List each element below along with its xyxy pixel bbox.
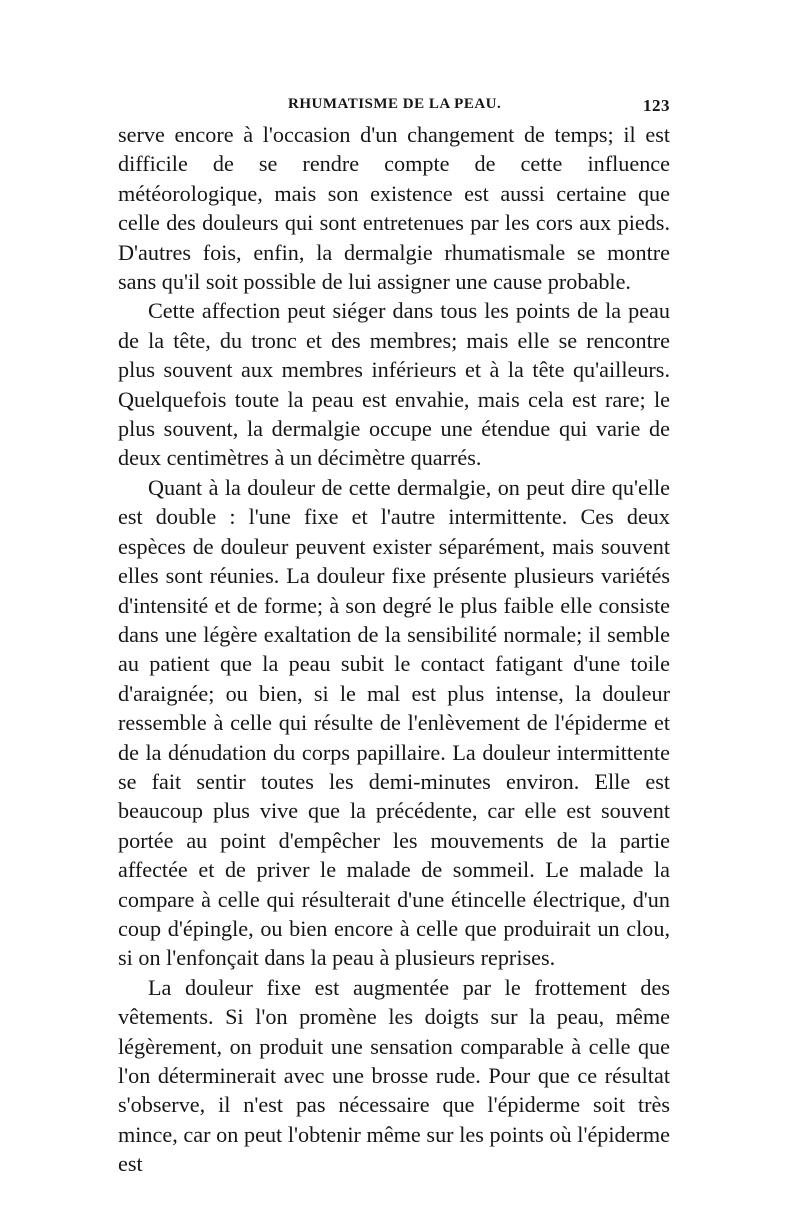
page-number: 123 — [643, 96, 670, 115]
book-page — [118, 96, 670, 1179]
paragraph-pain-types: Quant à la douleur de cette dermalgie, on peut dire qu'elle est double : l'une fixe et l'autre intermittente. Ces deux espèces de douleur peuvent exister séparément, mais souvent elles sont réunies. La douleur fixe présente plusieurs variétés d'intensité et de forme; à son degré le plus faible elle consiste dans une légère exaltation de la sensibilité normale; il semble au patient que la peau subit le contact fatigant d'une toile d'araignée; ou bien, si le mal est plus intense, la douleur ressemble à celle qui résulte de l'enlèvement de l'épiderme et de la dénudation du corps papillaire. La douleur intermittente se fait sentir toutes les demi-minutes environ. Elle est beaucoup plus vive que la précédente, car elle est souvent portée au point d'empêcher les mouvements de la partie affectée et de priver le malade de sommeil. Le malade la compare à celle qui résulterait d'une étincelle électrique, d'un coup d'épingle, ou bien encore à celle que produirait un clou, si on l'enfonçait dans la peau à plusieurs reprises. — [118, 474, 670, 971]
body-text — [118, 120, 670, 1179]
paragraph-friction: La douleur fixe est augmentée par le frottement des vêtements. Si l'on promène les doigts sur la peau, même légèrement, on produit une sensation comparable à celle que l'on déterminerait avec une brosse rude. Pour que ce résultat s'observe, il n'est pas nécessaire que l'épiderme soit très mince, car on peut l'obtenir même sur les points où l'épiderme est — [118, 974, 670, 1177]
running-title: RHUMATISME DE LA PEAU. — [288, 96, 502, 112]
paragraph-continuation: serve encore à l'occasion d'un changement de temps; il est difficile de se rendre compte de cette influence météorologique, mais son existence est aussi certaine que celle des douleurs qui sont entretenues par les cors aux pieds. D'autres fois, enfin, la dermalgie rhumatismale se montre sans qu'il soit possible de lui assigner une cause probable. — [118, 122, 670, 295]
running-header — [118, 96, 670, 120]
paragraph-location: Cette affection peut siéger dans tous les points de la peau de la tête, du tronc et des membres; mais elle se rencontre plus souvent aux membres inférieurs et à la tête qu'ailleurs. Quelquefois toute la peau est envahie, mais cela est rare; le plus souvent, la dermalgie occupe une étendue qui varie de deux centimètres à un décimètre quarrés. — [118, 298, 670, 471]
